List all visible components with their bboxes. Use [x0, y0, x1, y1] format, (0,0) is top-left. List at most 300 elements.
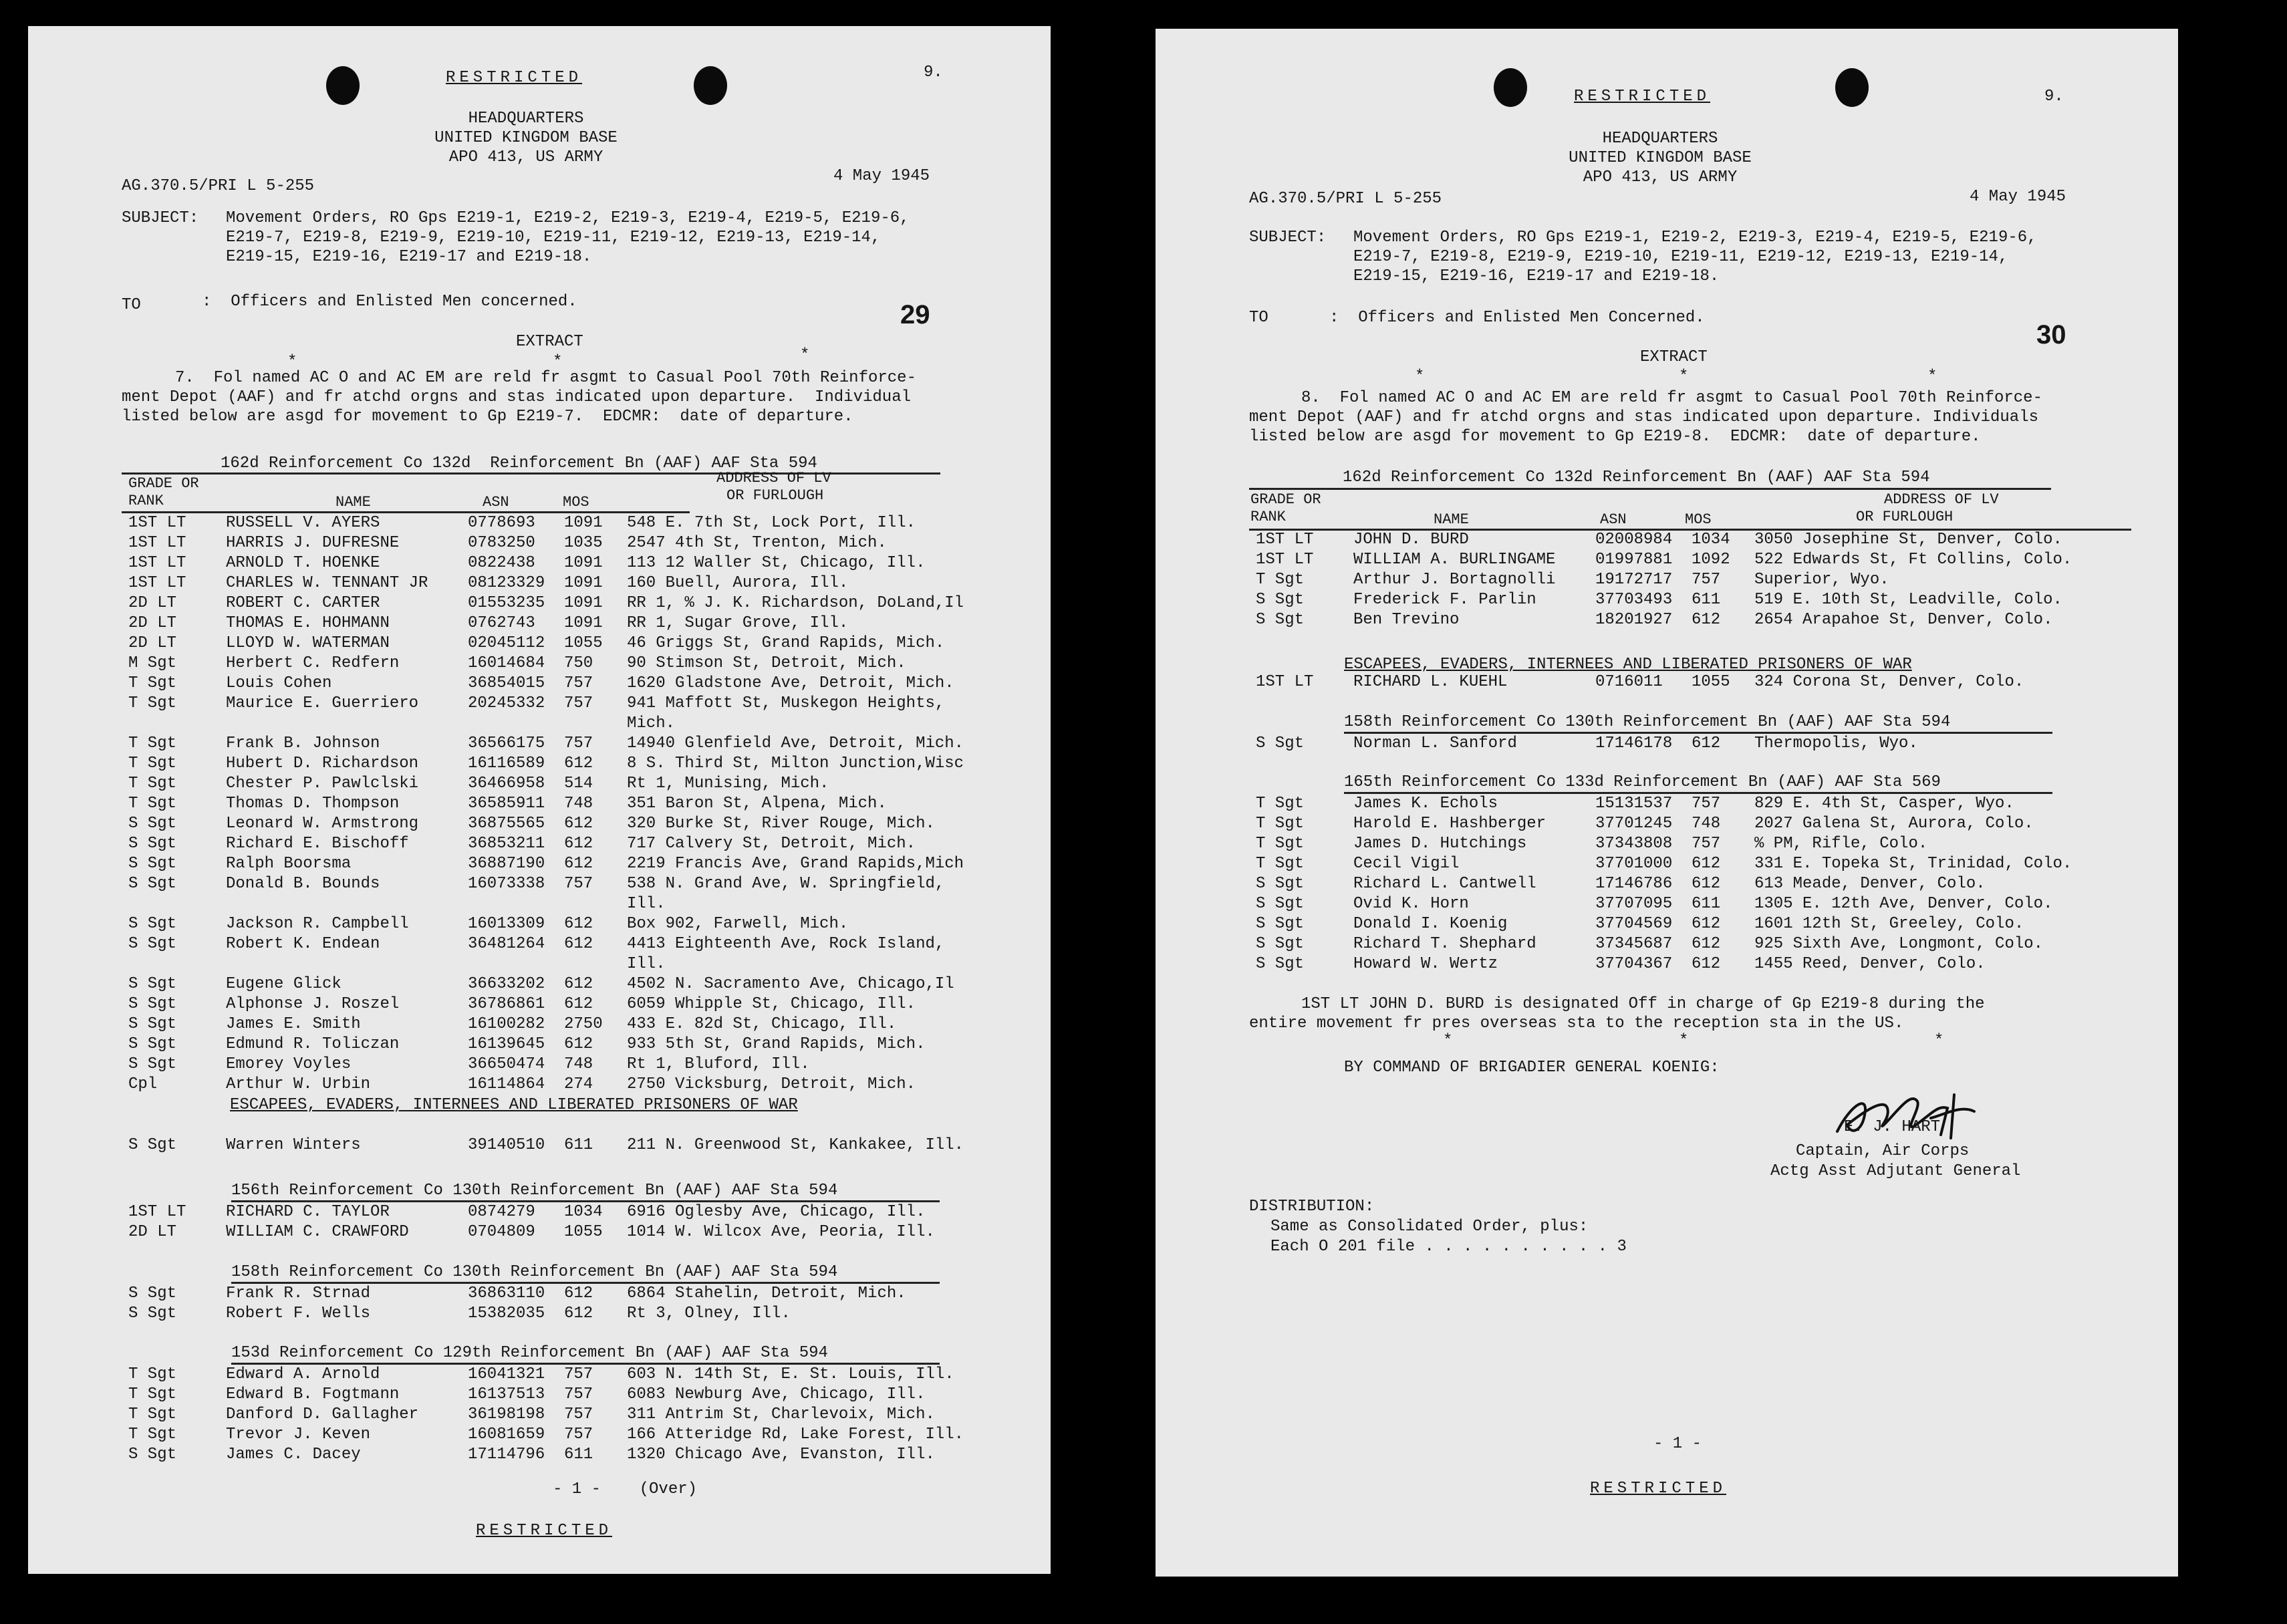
table-row [122, 513, 964, 533]
document-date: 4 May 1945 [1970, 188, 2066, 206]
table-row [122, 874, 964, 894]
asn-cell: 17146786 [1595, 875, 1673, 893]
mos-cell: 612 [1692, 955, 1721, 973]
section-heading-escapees: ESCAPEES, EVADERS, INTERNEES AND LIBERATED PRISONERS OF WAR [1344, 656, 1912, 674]
address-cell: RR 1, % J. K. Richardson, DoLand,Il [627, 594, 964, 612]
grade-cell: T Sgt [1256, 855, 1305, 873]
table-row [122, 1385, 964, 1405]
mos-cell [564, 954, 627, 974]
address-cell: 8 S. Third St, Milton Junction,Wisc [627, 755, 964, 773]
table-row [1249, 954, 2072, 974]
name-cell [218, 894, 468, 914]
grade-cell: T Sgt [128, 1405, 177, 1424]
col-address-header-1: ADDRESS OF LV [716, 470, 831, 487]
mos-cell: 1091 [564, 614, 603, 632]
mos-cell: 514 [564, 775, 593, 793]
grade-cell: S Sgt [1256, 915, 1305, 933]
stamp-number: 29 [900, 300, 930, 329]
subject-line: E219-15, E219-16, E219-17 and E219-18. [226, 248, 592, 266]
asterisk: * [287, 353, 297, 371]
grade-cell: 1ST LT [128, 534, 186, 552]
mos-cell: 757 [1692, 571, 1721, 589]
subject-label: SUBJECT: [122, 209, 199, 227]
name-cell: Jackson R. Campbell [226, 915, 409, 933]
table-row [122, 1222, 935, 1242]
name-cell: WILLIAM A. BURLINGAME [1353, 551, 1556, 569]
name-cell: James C. Dacey [226, 1446, 361, 1464]
mos-cell: 757 [564, 674, 593, 692]
punch-hole [1835, 68, 1869, 107]
name-cell: James E. Smith [226, 1015, 361, 1033]
name-cell: Howard W. Wertz [1353, 955, 1498, 973]
unit-heading: 158th Reinforcement Co 130th Reinforcement Bn (AAF) AAF Sta 594 [231, 1263, 838, 1281]
closing-line: entire movement fr pres overseas sta to the reception sta in the US. [1249, 1014, 1904, 1033]
col-address-header-2: OR FURLOUGH [1856, 509, 1954, 525]
address-cell: Thermopolis, Wyo. [1754, 734, 1918, 753]
mos-cell: 612 [564, 935, 593, 953]
address-cell: 1601 12th St, Greeley, Colo. [1754, 915, 2024, 933]
punch-hole [1494, 68, 1527, 107]
asn-cell: 36854015 [468, 674, 545, 692]
address-cell: 717 Calvery St, Detroit, Mich. [627, 835, 916, 853]
table-row [1249, 814, 2072, 834]
table-row [122, 1135, 964, 1156]
grade-cell: S Sgt [1256, 734, 1305, 753]
name-cell: WILLIAM C. CRAWFORD [226, 1223, 409, 1241]
mos-cell: 612 [564, 1305, 593, 1323]
table-row [122, 533, 964, 553]
asn-cell: 37701245 [1595, 815, 1673, 833]
table-row [1249, 550, 2072, 570]
asn-cell: 01997881 [1595, 551, 1673, 569]
asn-cell: 36853211 [468, 835, 545, 853]
name-cell: Richard T. Shephard [1353, 935, 1536, 953]
unit-heading: 153d Reinforcement Co 129th Reinforcement Bn (AAF) AAF Sta 594 [231, 1344, 828, 1362]
name-cell: HARRIS J. DUFRESNE [226, 534, 400, 552]
grade-cell: S Sgt [1256, 935, 1305, 953]
mos-cell: 612 [1692, 855, 1721, 873]
name-cell: CHARLES W. TENNANT JR [226, 574, 428, 592]
asn-cell: 17146178 [1595, 734, 1673, 753]
grade-cell: S Sgt [128, 1446, 177, 1464]
mos-cell: 611 [1692, 895, 1721, 913]
header-line-2: UNITED KINGDOM BASE [1569, 149, 1752, 167]
address-cell: 6059 Whipple St, Chicago, Ill. [627, 995, 916, 1013]
asn-cell: 0874279 [468, 1203, 535, 1221]
mos-cell: 612 [564, 815, 593, 833]
grade-cell: 1ST LT [1256, 551, 1314, 569]
name-cell: Donald B. Bounds [226, 875, 380, 893]
name-cell: Richard E. Bischoff [226, 835, 409, 853]
name-cell: Frank R. Strnad [226, 1284, 371, 1303]
address-cell: Box 902, Farwell, Mich. [627, 915, 849, 933]
unit3-table [1249, 794, 2072, 974]
grade-cell: S Sgt [1256, 611, 1305, 629]
name-cell: Eugene Glick [226, 975, 342, 993]
grade-cell: 1ST LT [1256, 531, 1314, 549]
to-label: TO [122, 296, 141, 314]
grade-cell: 2D LT [128, 594, 177, 612]
by-command-line: BY COMMAND OF BRIGADIER GENERAL KOENIG: [1344, 1059, 1720, 1077]
page-footer: - 1 - [1653, 1435, 1702, 1453]
stamp-number: 30 [2036, 320, 2066, 350]
asn-cell: 37704367 [1595, 955, 1673, 973]
asn-cell: 18201927 [1595, 611, 1673, 629]
name-cell: Robert F. Wells [226, 1305, 371, 1323]
signature-rank: Captain, Air Corps [1796, 1142, 1970, 1160]
asn-cell: 36786861 [468, 995, 545, 1013]
unit4-table [122, 1365, 964, 1465]
asn-cell: 19172717 [1595, 571, 1673, 589]
name-cell [218, 954, 468, 974]
address-cell: 829 E. 4th St, Casper, Wyo. [1754, 795, 2014, 813]
mos-cell: 612 [564, 915, 593, 933]
grade-cell: S Sgt [1256, 895, 1305, 913]
table-row [122, 634, 964, 654]
asn-cell: 08123329 [468, 574, 545, 592]
address-cell: 2219 Francis Ave, Grand Rapids,Mich [627, 855, 964, 873]
asn-cell: 36466958 [468, 775, 545, 793]
name-cell: RICHARD C. TAYLOR [226, 1203, 390, 1221]
asn-cell: 17114796 [468, 1446, 545, 1464]
signature-name: E. J. HART [1844, 1118, 1941, 1136]
mos-cell [564, 714, 627, 734]
address-cell: 603 N. 14th St, E. St. Louis, Ill. [627, 1365, 954, 1383]
to-label: TO [1249, 309, 1268, 327]
address-cell: 522 Edwards St, Ft Collins, Colo. [1754, 551, 2072, 569]
closing-line: 1ST LT JOHN D. BURD is designated Off in charge of Gp E219-8 during the [1301, 995, 1985, 1013]
name-cell: Arthur J. Bortagnolli [1353, 571, 1556, 589]
mos-cell: 612 [564, 1035, 593, 1053]
mos-cell: 757 [1692, 835, 1721, 853]
name-cell: THOMAS E. HOHMANN [226, 614, 390, 632]
table-row [122, 1055, 964, 1075]
grade-cell: S Sgt [1256, 875, 1305, 893]
mos-cell: 1034 [1692, 531, 1730, 549]
asterisk: * [1679, 1032, 1689, 1050]
subject-label: SUBJECT: [1249, 229, 1327, 247]
name-cell: Chester P. Pawlclski [226, 775, 419, 793]
mos-cell: 1034 [564, 1203, 603, 1221]
name-cell: ARNOLD T. HOENKE [226, 554, 380, 572]
table-row [122, 593, 964, 614]
grade-cell: T Sgt [128, 795, 177, 813]
asn-cell: 0716011 [1595, 673, 1663, 691]
name-cell: Ben Trevino [1353, 611, 1460, 629]
address-cell: Rt 3, Olney, Ill. [627, 1305, 791, 1323]
name-cell: Edmund R. Toliczan [226, 1035, 400, 1053]
mos-cell: 611 [1692, 591, 1721, 609]
table-row [122, 854, 964, 874]
section-heading-escapees: ESCAPEES, EVADERS, INTERNEES AND LIBERATED PRISONERS OF WAR [230, 1096, 798, 1114]
address-cell: Rt 1, Bluford, Ill. [627, 1055, 810, 1073]
asn-cell: 37345687 [1595, 935, 1673, 953]
to-text: : Officers and Enlisted Men Concerned. [1329, 309, 1705, 327]
asn-cell: 37701000 [1595, 855, 1673, 873]
grade-cell: 1ST LT [128, 514, 186, 532]
asn-cell: 16013309 [468, 915, 545, 933]
address-cell: % PM, Rifle, Colo. [1754, 835, 1928, 853]
table-row [1249, 610, 2072, 630]
table-row [122, 654, 964, 674]
address-cell: 6864 Stahelin, Detroit, Mich. [627, 1284, 906, 1303]
grade-cell: S Sgt [128, 1305, 177, 1323]
mos-cell [564, 894, 627, 914]
grade-cell: 2D LT [128, 1223, 177, 1241]
restricted-stamp-bottom: RESTRICTED [1590, 1480, 1727, 1498]
col-grade-header-1: GRADE OR [128, 475, 199, 492]
name-cell: Trevor J. Keven [226, 1426, 371, 1444]
table-row [122, 734, 964, 754]
address-cell: Rt 1, Munising, Mich. [627, 775, 829, 793]
personnel-table [1249, 530, 2072, 630]
asn-cell: 0783250 [468, 534, 535, 552]
table-row [1249, 734, 1918, 754]
name-cell: James K. Echols [1353, 795, 1498, 813]
mos-cell: 1091 [564, 554, 603, 572]
grade-cell: T Sgt [128, 1426, 177, 1444]
table-row [122, 1365, 964, 1385]
table-row [122, 1035, 964, 1055]
mos-cell: 757 [564, 1405, 593, 1424]
table-row [122, 1304, 906, 1324]
mos-cell: 757 [564, 734, 593, 753]
col-grade-header-2: RANK [128, 493, 164, 509]
address-cell: 538 N. Grand Ave, W. Springfield, [627, 875, 945, 893]
grade-cell: T Sgt [128, 674, 177, 692]
col-address-header-2: OR FURLOUGH [726, 487, 824, 504]
address-cell: 2027 Galena St, Aurora, Colo. [1754, 815, 2034, 833]
name-cell: Harold E. Hashberger [1353, 815, 1546, 833]
mos-cell: 757 [564, 694, 593, 712]
name-cell: LLOYD W. WATERMAN [226, 634, 390, 652]
mos-cell: 1035 [564, 534, 603, 552]
document-page-2 [1156, 29, 2178, 1577]
header-line-1: HEADQUARTERS [1602, 130, 1718, 148]
name-cell: Richard L. Cantwell [1353, 875, 1536, 893]
name-cell: ROBERT C. CARTER [226, 594, 380, 612]
asterisk: * [1415, 368, 1425, 386]
table-row [1249, 854, 2072, 874]
asn-cell: 16100282 [468, 1015, 545, 1033]
col-grade-header-2: RANK [1250, 509, 1286, 525]
distribution-label: DISTRIBUTION: [1249, 1198, 1375, 1216]
address-cell: Mich. [627, 714, 676, 732]
name-cell: Arthur W. Urbin [226, 1075, 371, 1093]
asn-cell: 15382035 [468, 1305, 545, 1323]
grade-cell: S Sgt [1256, 591, 1305, 609]
asterisk: * [1927, 368, 1937, 386]
address-cell: 2654 Arapahoe St, Denver, Colo. [1754, 611, 2053, 629]
name-cell: Robert K. Endean [226, 935, 380, 953]
mos-cell: 612 [1692, 611, 1721, 629]
distribution-line: Same as Consolidated Order, plus: [1270, 1218, 1589, 1236]
asn-cell: 36887190 [468, 855, 545, 873]
col-address-header-1: ADDRESS OF LV [1884, 491, 1999, 508]
name-cell: James D. Hutchings [1353, 835, 1527, 853]
address-cell: 351 Baron St, Alpena, Mich. [627, 795, 887, 813]
extract-label: EXTRACT [516, 333, 583, 351]
table-row [1249, 590, 2072, 610]
col-asn-header: ASN [483, 494, 509, 511]
name-cell: Leonard W. Armstrong [226, 815, 419, 833]
asn-cell: 36650474 [468, 1055, 545, 1073]
address-cell: 4502 N. Sacramento Ave, Chicago,Il [627, 975, 954, 993]
table-row [122, 974, 964, 994]
name-cell: JOHN D. BURD [1353, 531, 1469, 549]
name-cell: Frank B. Johnson [226, 734, 380, 753]
grade-cell [122, 894, 218, 914]
name-cell: Maurice E. Guerriero [226, 694, 419, 712]
mos-cell: 1055 [564, 634, 603, 652]
asn-cell: 16137513 [468, 1385, 545, 1403]
name-cell [218, 714, 468, 734]
grade-cell: S Sgt [128, 1136, 177, 1154]
unit2-table [1249, 734, 1918, 754]
name-cell: Danford D. Gallagher [226, 1405, 419, 1424]
address-cell: RR 1, Sugar Grove, Ill. [627, 614, 849, 632]
mos-cell: 611 [564, 1446, 593, 1464]
address-cell: 211 N. Greenwood St, Kankakee, Ill. [627, 1136, 964, 1154]
mos-cell: 611 [564, 1136, 593, 1154]
page-footer: - 1 - (Over) [553, 1480, 698, 1498]
mos-cell: 612 [1692, 734, 1721, 753]
asn-cell: 20245332 [468, 694, 545, 712]
table-row [1249, 934, 2072, 954]
grade-cell: 2D LT [128, 614, 177, 632]
table-rule [1249, 488, 2051, 490]
mos-cell: 612 [1692, 935, 1721, 953]
address-cell: 4413 Eighteenth Ave, Rock Island, [627, 935, 945, 953]
asn-cell: 0762743 [468, 614, 535, 632]
grade-cell: T Sgt [1256, 835, 1305, 853]
col-grade-header-1: GRADE OR [1250, 491, 1321, 508]
grade-cell: S Sgt [128, 855, 177, 873]
grade-cell: 1ST LT [1256, 673, 1314, 691]
grade-cell: S Sgt [1256, 955, 1305, 973]
name-cell: Edward A. Arnold [226, 1365, 380, 1383]
grade-cell: 1ST LT [128, 574, 186, 592]
table-row [122, 814, 964, 834]
mos-cell: 612 [564, 835, 593, 853]
asn-cell: 36875565 [468, 815, 545, 833]
mos-cell: 750 [564, 654, 593, 672]
grade-cell: M Sgt [128, 654, 177, 672]
name-cell: Louis Cohen [226, 674, 332, 692]
paragraph-line: listed below are asgd for movement to Gp E219-7. EDCMR: date of departure. [122, 408, 853, 426]
asn-cell: 0778693 [468, 514, 535, 532]
mos-cell: 1091 [564, 574, 603, 592]
name-cell: Thomas D. Thompson [226, 795, 400, 813]
header-line-3: APO 413, US ARMY [1583, 168, 1738, 186]
mos-cell: 612 [1692, 915, 1721, 933]
grade-cell: T Sgt [1256, 815, 1305, 833]
table-row [1249, 894, 2072, 914]
grade-cell: S Sgt [128, 1035, 177, 1053]
table-row [122, 994, 964, 1014]
mos-cell: 612 [1692, 875, 1721, 893]
to-text: : Officers and Enlisted Men concerned. [202, 293, 577, 311]
table-row [122, 754, 964, 774]
asn-cell: 37704569 [1595, 915, 1673, 933]
address-cell: 1455 Reed, Denver, Colo. [1754, 955, 1986, 973]
name-cell: Ovid K. Horn [1353, 895, 1469, 913]
col-mos-header: MOS [563, 494, 589, 511]
mos-cell: 1091 [564, 594, 603, 612]
name-cell: Edward B. Fogtmann [226, 1385, 400, 1403]
name-cell: Alphonse J. Roszel [226, 995, 400, 1013]
mos-cell: 2750 [564, 1015, 603, 1033]
subject-line: E219-7, E219-8, E219-9, E219-10, E219-11, E219-12, E219-13, E219-14, [226, 229, 881, 247]
address-cell: 933 5th St, Grand Rapids, Mich. [627, 1035, 926, 1053]
document-date: 4 May 1945 [833, 167, 930, 185]
subject-line: Movement Orders, RO Gps E219-1, E219-2, E219-3, E219-4, E219-5, E219-6, [226, 209, 910, 227]
document-page-1 [28, 26, 1051, 1574]
table-row [1249, 570, 2072, 590]
table-row [122, 694, 964, 714]
grade-cell: T Sgt [128, 694, 177, 712]
paragraph-line: ment Depot (AAF) and fr atchd orgns and stas indicated upon departure. Individual [122, 388, 911, 406]
mos-cell: 612 [564, 855, 593, 873]
address-cell: 324 Corona St, Denver, Colo. [1754, 673, 2024, 691]
address-cell: 331 E. Topeka St, Trinidad, Colo. [1754, 855, 2072, 873]
asn-cell: 02008984 [1595, 531, 1673, 549]
punch-hole [694, 66, 727, 105]
page-number: 9. [2044, 88, 2064, 106]
asn-cell: 37703493 [1595, 591, 1673, 609]
col-asn-header: ASN [1600, 511, 1627, 528]
header-line-2: UNITED KINGDOM BASE [434, 129, 618, 147]
grade-cell: T Sgt [128, 755, 177, 773]
address-cell: 519 E. 10th St, Leadville, Colo. [1754, 591, 2062, 609]
asterisk: * [1443, 1032, 1453, 1050]
name-cell: RUSSELL V. AYERS [226, 514, 380, 532]
asn-cell: 37343808 [1595, 835, 1673, 853]
name-cell: Emorey Voyles [226, 1055, 352, 1073]
grade-cell: Cpl [128, 1075, 158, 1093]
grade-cell [122, 714, 218, 734]
address-cell: Ill. [627, 955, 666, 973]
table-row [122, 714, 964, 734]
asn-cell: 36566175 [468, 734, 545, 753]
name-cell: Frederick F. Parlin [1353, 591, 1536, 609]
table-row [122, 954, 964, 974]
punch-hole [326, 66, 360, 105]
header-line-1: HEADQUARTERS [468, 110, 584, 128]
grade-cell: T Sgt [1256, 571, 1305, 589]
signature-title: Actg Asst Adjutant General [1770, 1162, 2021, 1180]
address-cell: 2547 4th St, Trenton, Mich. [627, 534, 887, 552]
asn-cell: 16014684 [468, 654, 545, 672]
grade-cell: 2D LT [128, 634, 177, 652]
table-row [122, 1284, 906, 1304]
mos-cell: 748 [564, 1055, 593, 1073]
grade-cell: S Sgt [128, 875, 177, 893]
paragraph-line: ment Depot (AAF) and fr atchd orgns and stas indicated upon departure. Individuals [1249, 408, 2038, 426]
address-cell: 1305 E. 12th Ave, Denver, Colo. [1754, 895, 2053, 913]
name-cell: Ralph Boorsma [226, 855, 352, 873]
mos-cell: 612 [564, 1284, 593, 1303]
handwritten-signature [1824, 1078, 1998, 1152]
grade-cell: S Sgt [128, 1284, 177, 1303]
table-row [122, 1425, 964, 1445]
address-cell: 90 Stimson St, Detroit, Mich. [627, 654, 906, 672]
mos-cell: 274 [564, 1075, 593, 1093]
address-cell: 311 Antrim St, Charlevoix, Mich. [627, 1405, 935, 1424]
name-cell: Donald I. Koenig [1353, 915, 1508, 933]
asn-cell: 16081659 [468, 1426, 545, 1444]
table-row [1249, 672, 2024, 692]
